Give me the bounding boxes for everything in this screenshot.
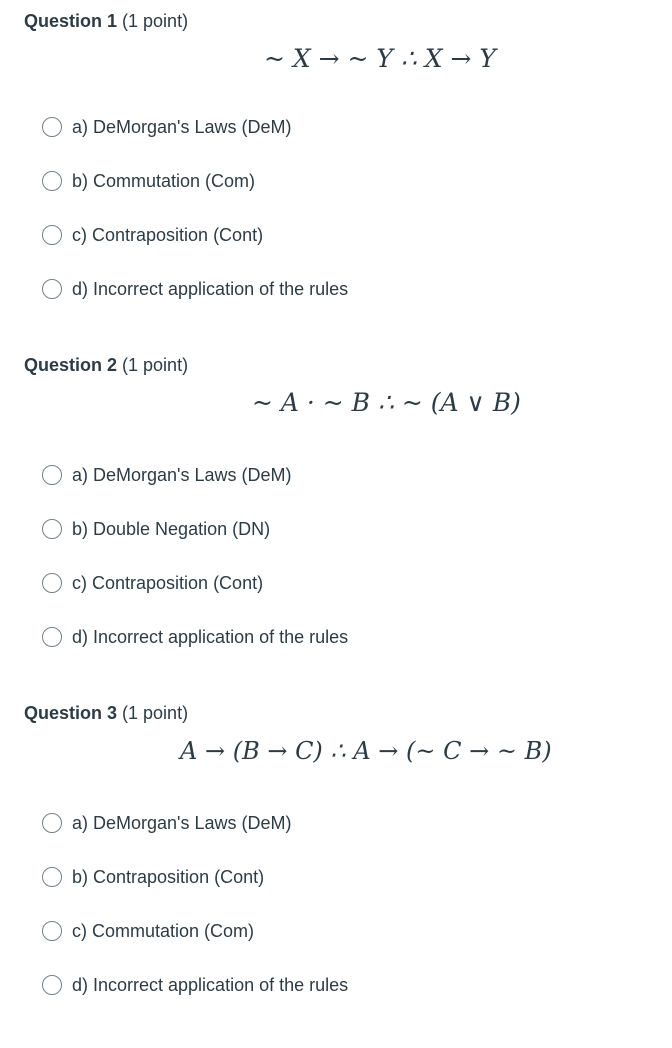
option-label: d) Incorrect application of the rules bbox=[72, 627, 349, 647]
option-a[interactable] bbox=[42, 462, 292, 488]
option-label: b) Double Negation (DN) bbox=[72, 519, 271, 539]
option-label: c) Contraposition (Cont) bbox=[72, 573, 264, 593]
option-label: a) DeMorgan's Laws (DeM) bbox=[72, 813, 292, 833]
question-title: Question 1 bbox=[24, 11, 118, 31]
option-label: d) Incorrect application of the rules bbox=[72, 975, 349, 995]
question-points: (1 point) bbox=[122, 355, 189, 375]
question-formula: ~ A · ~ B ∴ ~ (A ∨ B) bbox=[252, 388, 521, 417]
option-b[interactable] bbox=[42, 864, 264, 890]
question-1 bbox=[0, 10, 672, 320]
option-d[interactable] bbox=[42, 624, 348, 650]
option-label: b) Commutation (Com) bbox=[72, 171, 256, 191]
question-points: (1 point) bbox=[122, 703, 189, 723]
question-points: (1 point) bbox=[122, 11, 189, 31]
question-formula: ~ X → ~ Y ∴ X → Y bbox=[264, 44, 496, 73]
question-2 bbox=[0, 354, 672, 664]
radio-button[interactable] bbox=[42, 627, 62, 647]
option-label: a) DeMorgan's Laws (DeM) bbox=[72, 117, 292, 137]
option-label: d) Incorrect application of the rules bbox=[72, 279, 349, 299]
option-label: c) Commutation (Com) bbox=[72, 921, 255, 941]
question-title: Question 2 bbox=[24, 355, 118, 375]
radio-button[interactable] bbox=[42, 171, 62, 191]
option-a[interactable] bbox=[42, 810, 292, 836]
radio-button[interactable] bbox=[42, 573, 62, 593]
option-c[interactable] bbox=[42, 570, 263, 596]
question-title: Question 3 bbox=[24, 703, 118, 723]
radio-button[interactable] bbox=[42, 117, 62, 137]
option-c[interactable] bbox=[42, 918, 254, 944]
question-3 bbox=[0, 702, 672, 1012]
option-b[interactable] bbox=[42, 516, 270, 542]
option-label: b) Contraposition (Cont) bbox=[72, 867, 265, 887]
question-formula: A → (B → C) ∴ A → (~ C → ~ B) bbox=[180, 737, 552, 765]
option-label: a) DeMorgan's Laws (DeM) bbox=[72, 465, 292, 485]
radio-button[interactable] bbox=[42, 921, 62, 941]
option-b[interactable] bbox=[42, 168, 255, 194]
question-header bbox=[24, 354, 188, 376]
question-header bbox=[24, 10, 188, 32]
radio-button[interactable] bbox=[42, 465, 62, 485]
option-label: c) Contraposition (Cont) bbox=[72, 225, 264, 245]
radio-button[interactable] bbox=[42, 519, 62, 539]
radio-button[interactable] bbox=[42, 279, 62, 299]
option-c[interactable] bbox=[42, 222, 263, 248]
radio-button[interactable] bbox=[42, 225, 62, 245]
option-d[interactable] bbox=[42, 972, 348, 998]
radio-button[interactable] bbox=[42, 867, 62, 887]
radio-button[interactable] bbox=[42, 813, 62, 833]
option-a[interactable] bbox=[42, 114, 292, 140]
option-d[interactable] bbox=[42, 276, 348, 302]
radio-button[interactable] bbox=[42, 975, 62, 995]
question-header bbox=[24, 702, 188, 724]
